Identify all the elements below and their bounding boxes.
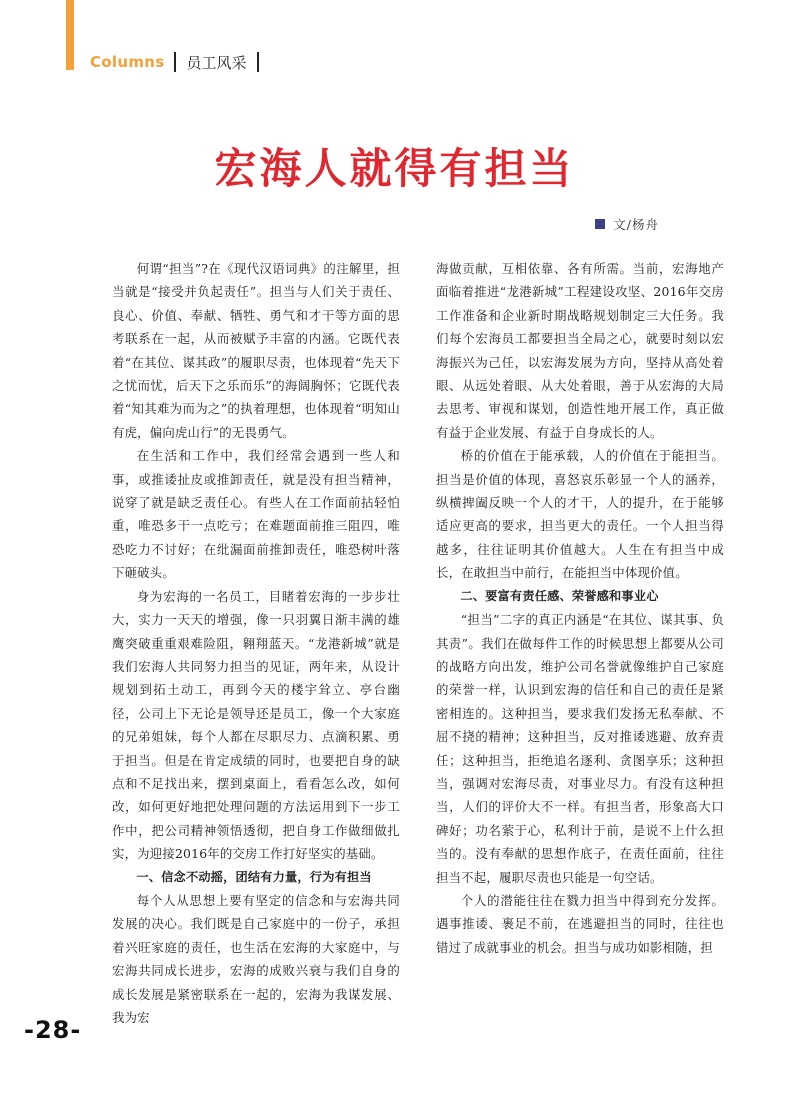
paragraph: 身为宏海的一名员工，目睹着宏海的一步步壮大，实力一天天的增强，像一只羽翼日渐丰满的雄鹰突破重重艰难险阻，翱翔蓝天。“龙港新城”就是我们宏海人共同努力担当的见证，两年来，从设计规划到拓土动工，再到今天的楼宇耸立、亭台幽径，公司上下无论是领导还是员工，像一个大家庭的兄弟姐妹，每个人都在尽职尽力、点滴积累、勇于担当。但是在肯定成绩的同时，也要把自身的缺点和不足找出来，摆到桌面上，看看怎么改，如何改，如何更好地把处理问题的方法运用到下一步工作中，把公司精神领悟透彻，把自身工作做细做扎实，为迎接2016年的交房工作打好坚实的基础。	[112, 588, 400, 862]
paragraph: 何谓“担当”?在《现代汉语词典》的注解里，担当就是“接受并负起责任”。担当与人们关于责任、良心、价值、奉献、牺牲、勇气和才干等方面的思考联系在一起，从而被赋予丰富的内涵。它既代表着“在其位、谋其政”的履职尽责，也体现着“先天下之忧而忧，后天下之乐而乐”的海阔胸怀；它既代表着“知其难为而为之”的执着理想，也体现着“明知山有虎，偏向虎山行”的无畏勇气。	[112, 261, 400, 440]
section-heading-1: 一、信念不动摇，团结有力量，行为有担当	[136, 869, 372, 884]
header-divider-right	[257, 52, 259, 72]
accent-bar	[66, 0, 74, 70]
paragraph: 在生活和工作中，我们经常会遇到一些人和事，或推诿扯皮或推卸责任，就是没有担当精神，说穿了就是缺乏责任心。有些人在工作面前拈轻怕重，唯恐多干一点吃亏；在难题面前推三阻四，唯恐吃力不讨好；在纰漏面前推卸责任，唯恐树叶落下砸破头。	[112, 448, 400, 581]
section-name: 员工风采	[186, 53, 247, 72]
right-column	[436, 257, 724, 959]
byline-square-icon	[595, 219, 605, 229]
page-number: -28-	[24, 1016, 82, 1044]
section-heading-2: 二、要富有责任感、荣誉感和事业心	[460, 588, 659, 603]
paragraph: “担当”二字的真正内涵是“在其位、谋其事、负其责”。我们在做每件工作的时候思想上都要从公司的战略方向出发，维护公司名誉就像维护自己家庭的荣誉一样，认识到宏海的信任和自己的责任是紧密相连的。这种担当，要求我们发扬无私奉献、不屈不挠的精神；这种担当，反对推诿逃避、放弃责任；这种担当，拒绝追名逐利、贪图享乐；这种担当，强调对宏海尽责，对事业尽力。有没有这种担当，人们的评价大不一样。有担当者，形象高大口碑好；功名萦于心，私利计于前，是说不上什么担当的。没有奉献的思想作底子，在责任面前，往往担当不起，履职尽责也只能是一句空话。	[436, 612, 724, 885]
section-header	[90, 50, 269, 74]
article-title: 宏海人就得有担当	[214, 144, 575, 193]
paragraph: 个人的潜能往往在戮力担当中得到充分发挥。遇事推诿、裹足不前，在逃避担当的同时，往往也错过了成就事业的机会。担当与成功如影相随，担	[436, 892, 724, 955]
byline	[595, 215, 659, 233]
header-divider	[174, 52, 176, 72]
paragraph: 每个人从思想上要有坚定的信念和与宏海共同发展的决心。我们既是自己家庭中的一份子，承担着兴旺家庭的责任，也生活在宏海的大家庭中，与宏海共同成长进步，宏海的成败兴衰与我们自身的成长发展是紧密联系在一起的，宏海为我谋发展、我为宏	[112, 892, 400, 1025]
byline-author: 文/杨舟	[613, 217, 659, 232]
paragraph: 桥的价值在于能承载，人的价值在于能担当。担当是价值的体现，喜怒哀乐彰显一个人的涵养，纵横捭阖反映一个人的才干，人的提升，在于能够适应更高的要求，担当更大的责任。一个人担当得越多，往往证明其价值越大。人生在有担当中成长，在敢担当中前行，在能担当中体现价值。	[436, 448, 724, 581]
left-column	[112, 257, 400, 1029]
paragraph-continued: 海做贡献，互相依靠、各有所需。当前，宏海地产面临着推进“龙港新城”工程建设攻坚、2016年交房工作准备和企业新时期战略规划制定三大任务。我们每个宏海员工都要担当全局之心，就要时刻以宏海振兴为己任，以宏海发展为方向，坚持从高处着眼、从远处着眼、从大处着眼，善于从宏海的大局去思考、审视和谋划，创造性地开展工作，真正做有益于企业发展、有益于自身成长的人。	[436, 261, 724, 440]
columns-label: Columns	[90, 53, 165, 71]
